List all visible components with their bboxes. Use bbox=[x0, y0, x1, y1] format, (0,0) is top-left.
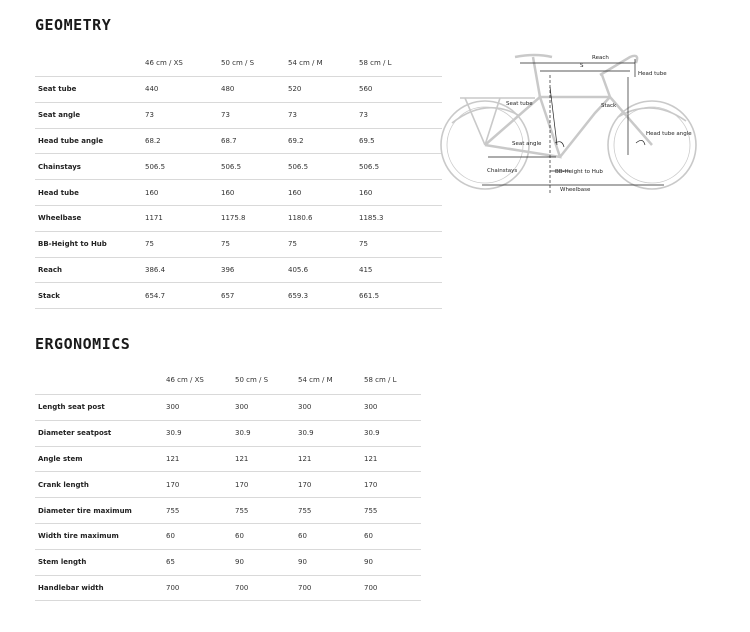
ergonomics-row-label: Length seat post bbox=[38, 403, 105, 412]
geometry-cell: 160 bbox=[221, 188, 235, 197]
ergonomics-cell: 65 bbox=[166, 558, 175, 567]
ergonomics-row bbox=[35, 575, 421, 601]
ergonomics-cell: 30.9 bbox=[166, 429, 182, 438]
geometry-row-label: Reach bbox=[38, 265, 62, 274]
ergonomics-row bbox=[35, 472, 421, 498]
geometry-row-label: Seat angle bbox=[38, 111, 81, 120]
ergonomics-cell: 755 bbox=[166, 506, 180, 515]
geometry-row bbox=[35, 154, 442, 180]
ergonomics-col-header: 54 cm / M bbox=[298, 376, 333, 384]
ergonomics-col-header: 58 cm / L bbox=[364, 376, 397, 384]
ergonomics-cell: 755 bbox=[298, 506, 312, 515]
ergonomics-title: ERGONOMICS bbox=[35, 335, 131, 353]
geometry-cell: 68.7 bbox=[221, 136, 237, 145]
ergonomics-cell: 700 bbox=[298, 583, 312, 592]
geometry-row bbox=[35, 205, 442, 231]
geometry-row-label: Wheelbase bbox=[38, 214, 82, 223]
ergonomics-row-label: Stem length bbox=[38, 558, 87, 567]
ergonomics-cell: 30.9 bbox=[364, 429, 380, 438]
ergonomics-cell: 700 bbox=[364, 583, 378, 592]
ergonomics-header-row bbox=[35, 366, 421, 395]
geometry-cell: 659.3 bbox=[288, 291, 309, 300]
geometry-cell: 73 bbox=[288, 111, 297, 120]
geometry-cell: 160 bbox=[288, 188, 302, 197]
geometry-cell: 1185.3 bbox=[359, 214, 384, 223]
ergonomics-cell: 121 bbox=[364, 454, 378, 463]
geometry-cell: 506.5 bbox=[221, 162, 242, 171]
ergonomics-cell: 60 bbox=[166, 532, 175, 541]
geometry-row-label: Stack bbox=[38, 291, 60, 300]
ergonomics-cell: 30.9 bbox=[235, 429, 251, 438]
geometry-header-row bbox=[35, 50, 442, 77]
ergonomics-cell: 60 bbox=[235, 532, 244, 541]
ergonomics-row-label: Handlebar width bbox=[38, 583, 104, 592]
ergonomics-row bbox=[35, 446, 421, 472]
geometry-row bbox=[35, 231, 442, 257]
ergonomics-cell: 300 bbox=[235, 403, 249, 412]
geometry-table bbox=[35, 50, 442, 309]
ergonomics-cell: 30.9 bbox=[298, 429, 314, 438]
ergonomics-cell: 300 bbox=[298, 403, 312, 412]
geometry-cell: 160 bbox=[145, 188, 159, 197]
geometry-cell: 1171 bbox=[145, 214, 163, 223]
stack-label: Stack bbox=[601, 103, 617, 109]
head-tube-angle-label: Head tube angle bbox=[646, 131, 692, 137]
ergonomics-cell: 755 bbox=[235, 506, 249, 515]
ergonomics-cell: 700 bbox=[235, 583, 249, 592]
ergonomics-row-label: Angle stem bbox=[38, 454, 83, 463]
geometry-cell: 415 bbox=[359, 265, 373, 274]
geometry-col-header: 50 cm / S bbox=[221, 59, 255, 67]
ergonomics-table bbox=[35, 366, 421, 601]
ergonomics-row-label: Crank length bbox=[38, 480, 89, 489]
geometry-row-label: Head tube bbox=[38, 188, 79, 197]
geometry-row bbox=[35, 257, 442, 283]
geometry-col-header: 46 cm / XS bbox=[145, 59, 183, 67]
ergonomics-cell: 170 bbox=[364, 480, 378, 489]
geometry-col-header: 58 cm / L bbox=[359, 59, 392, 67]
geometry-cell: 75 bbox=[221, 240, 230, 249]
ergonomics-row bbox=[35, 549, 421, 575]
ergonomics-row bbox=[35, 523, 421, 549]
geometry-row-label: Seat tube bbox=[38, 85, 77, 94]
ergonomics-row bbox=[35, 498, 421, 524]
ergonomics-cell: 121 bbox=[298, 454, 312, 463]
geometry-cell: 506.5 bbox=[288, 162, 309, 171]
geometry-col-header: 54 cm / M bbox=[288, 59, 323, 67]
ergonomics-col-header: 46 cm / XS bbox=[166, 376, 204, 384]
ergonomics-cell: 755 bbox=[364, 506, 378, 515]
geometry-title: GEOMETRY bbox=[35, 16, 112, 34]
ergonomics-header-empty bbox=[35, 366, 166, 395]
head-tube-label: Head tube bbox=[638, 71, 667, 77]
s-label: S bbox=[580, 63, 584, 69]
geometry-row bbox=[35, 283, 442, 309]
geometry-cell: 661.5 bbox=[359, 291, 380, 300]
geometry-row-label: BB-Height to Hub bbox=[38, 240, 107, 249]
geometry-cell: 520 bbox=[288, 85, 302, 94]
geometry-cell: 440 bbox=[145, 85, 159, 94]
geometry-row-label: Chainstays bbox=[38, 162, 81, 171]
geometry-cell: 506.5 bbox=[145, 162, 166, 171]
ergonomics-row bbox=[35, 395, 421, 421]
geometry-row-label: Head tube angle bbox=[38, 136, 104, 145]
bike-geometry-diagram bbox=[440, 45, 710, 210]
geometry-cell: 69.2 bbox=[288, 136, 304, 145]
geometry-cell: 654.7 bbox=[145, 291, 166, 300]
chainstays-label: Chainstays bbox=[487, 168, 518, 174]
geometry-cell: 68.2 bbox=[145, 136, 161, 145]
geometry-row bbox=[35, 180, 442, 206]
geometry-cell: 657 bbox=[221, 291, 235, 300]
ergonomics-cell: 170 bbox=[298, 480, 312, 489]
ergonomics-row bbox=[35, 420, 421, 446]
geometry-cell: 69.5 bbox=[359, 136, 375, 145]
geometry-cell: 405.6 bbox=[288, 265, 309, 274]
geometry-cell: 75 bbox=[145, 240, 154, 249]
geometry-cell: 386.4 bbox=[145, 265, 166, 274]
geometry-cell: 73 bbox=[359, 111, 368, 120]
geometry-cell: 75 bbox=[288, 240, 297, 249]
ergonomics-cell: 700 bbox=[166, 583, 180, 592]
ergonomics-cell: 300 bbox=[166, 403, 180, 412]
ergonomics-row-label: Diameter seatpost bbox=[38, 429, 112, 438]
reach-label: Reach bbox=[592, 55, 609, 61]
geometry-cell: 560 bbox=[359, 85, 373, 94]
ergonomics-row-label: Diameter tire maximum bbox=[38, 506, 132, 515]
geometry-cell: 160 bbox=[359, 188, 373, 197]
ergonomics-cell: 170 bbox=[235, 480, 249, 489]
geometry-cell: 73 bbox=[221, 111, 230, 120]
ergonomics-cell: 90 bbox=[235, 558, 244, 567]
ergonomics-cell: 90 bbox=[364, 558, 373, 567]
geometry-cell: 480 bbox=[221, 85, 235, 94]
geometry-header-empty bbox=[35, 50, 145, 77]
seat-tube-label: Seat tube bbox=[506, 101, 533, 107]
bb-height-label: BB-Height to Hub bbox=[555, 169, 603, 175]
geometry-cell: 396 bbox=[221, 265, 235, 274]
ergonomics-col-header: 50 cm / S bbox=[235, 376, 269, 384]
ergonomics-cell: 300 bbox=[364, 403, 378, 412]
ergonomics-cell: 90 bbox=[298, 558, 307, 567]
geometry-cell: 75 bbox=[359, 240, 368, 249]
geometry-row bbox=[35, 128, 442, 154]
ergonomics-cell: 60 bbox=[298, 532, 307, 541]
geometry-cell: 1180.6 bbox=[288, 214, 313, 223]
geometry-row bbox=[35, 102, 442, 128]
seat-angle-label: Seat angle bbox=[512, 141, 542, 147]
geometry-cell: 1175.8 bbox=[221, 214, 246, 223]
ergonomics-cell: 121 bbox=[235, 454, 249, 463]
ergonomics-cell: 60 bbox=[364, 532, 373, 541]
geometry-cell: 506.5 bbox=[359, 162, 380, 171]
wheelbase-label: Wheelbase bbox=[560, 187, 591, 193]
geometry-row bbox=[35, 77, 442, 103]
ergonomics-cell: 170 bbox=[166, 480, 180, 489]
ergonomics-cell: 121 bbox=[166, 454, 180, 463]
geometry-cell: 73 bbox=[145, 111, 154, 120]
saddle bbox=[515, 55, 552, 97]
ergonomics-row-label: Width tire maximum bbox=[38, 532, 119, 541]
